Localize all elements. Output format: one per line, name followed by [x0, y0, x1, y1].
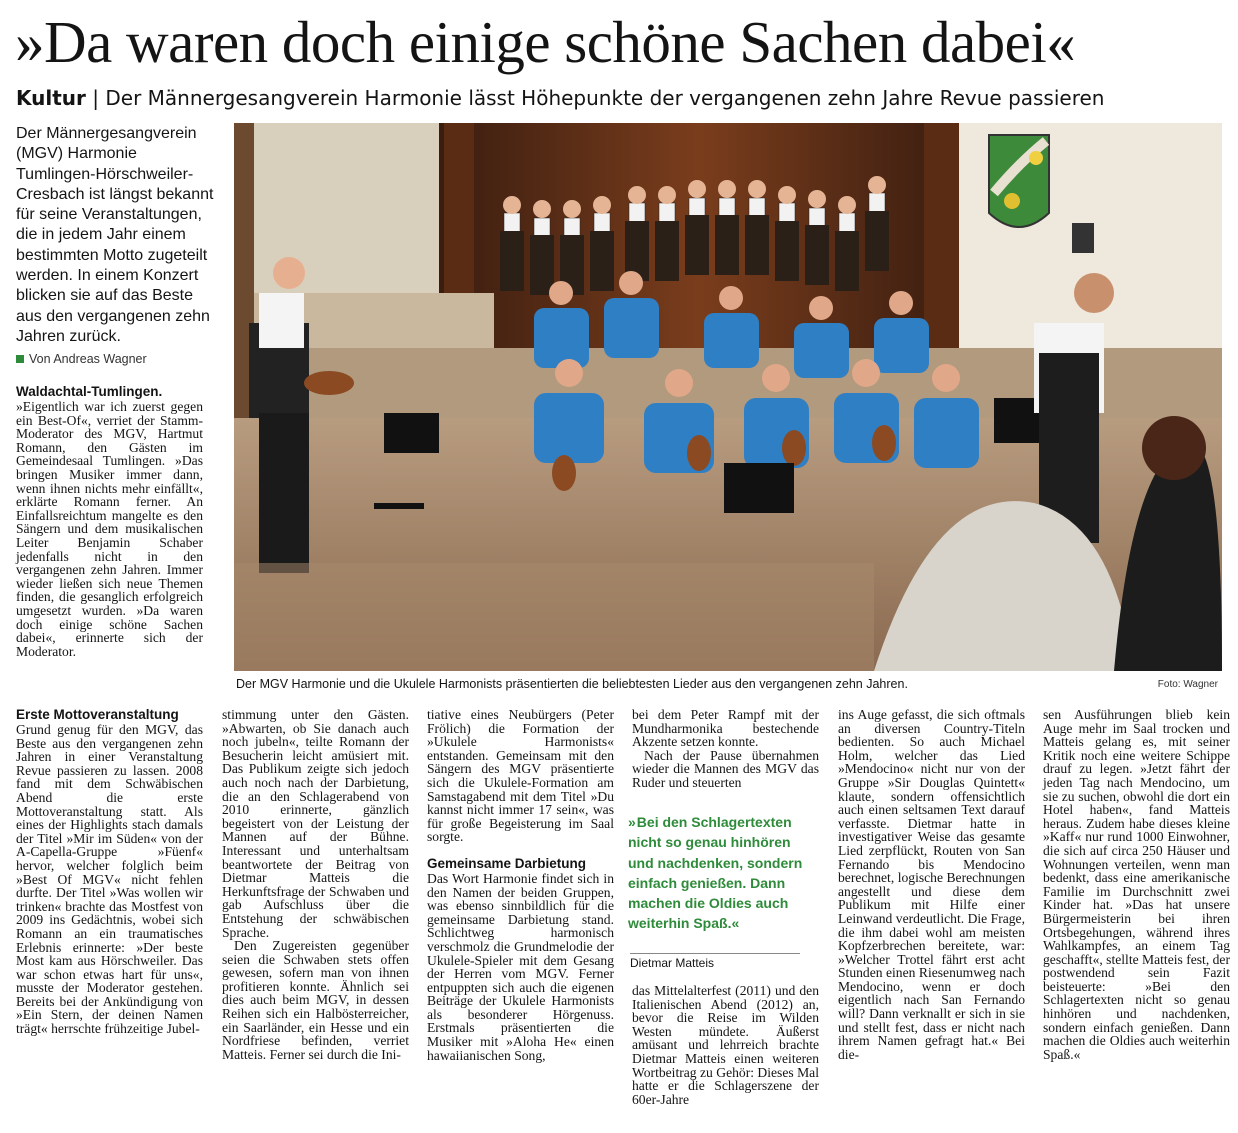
concert-photo-illustration — [234, 123, 1222, 671]
subhead: Gemeinsame Darbietung — [427, 855, 587, 871]
pull-quote — [628, 812, 804, 970]
photo-caption — [236, 677, 1220, 693]
article-text: Grund genug für den MGV, das Beste aus den vergangenen zehn Jahren in einer Veranstaltung Revue passieren zu lassen. 2008 fand mit dem Schwäbischen Abend die erste Mottoveranstaltung statt. Als eines der Highlights stach damals der Titel »Mir im Süden« von der A-Capella-Gruppe »Füenf« hervor, welcher folglich beim »Best Of MGV« nicht fehlen durfte. Der Titel »Was wollen wir trinken« brachte das Mostfest von 2009 ins Gedächtnis, wobei sich Romann an ein traumatisches Erlebnis erinnerte: »Der beste Most kam aus Hörschweiler. Das war schon etwas hart für uns«, musste der Moderator gestehen. Bereits bei der Ankündigung von »Ein Stern, der deinen Namen trägt« herrschte frühzeitige Jubel- — [16, 722, 203, 1037]
article-column-1-bottom — [16, 707, 203, 1036]
article-text: Nach der Pause übernahmen wieder die Mannen des MGV das Ruder und steuerten — [632, 747, 819, 790]
article-column-1-top — [16, 384, 203, 658]
caption-text: Der MGV Harmonie und die Ukulele Harmonists präsentierten die beliebtesten Lieder aus den vergangenen zehn Jahren. — [236, 677, 908, 691]
pull-quote-author: Dietmar Matteis — [630, 953, 800, 970]
byline-author: Von Andreas Wagner — [29, 352, 147, 366]
pull-quote-body: Bei den Schlagertexten nicht so genau hinhören und nachdenken, sondern einfach genießen. Dann machen die Oldies auch weiterhin Spaß.« — [628, 814, 803, 932]
article-text: sen Ausführungen blieb kein Auge mehr im Saal trocken und Matteis gelang es, mit seiner Kritik noch eine weitere Schippe drauf zu legen. »Jetzt fährt der jeden Tag nach Mendocino, um sie zu suchen, obwohl die dort ein Hotel haben«, fand Matteis heraus. Zudem habe dieses kleine »Kaff« nur rund 1000 Einwohner, die sich auf circa 250 Häuser und Wohnungen verteilen, wenn man bedenkt, dass eine amerikanische Familie im Durchschnitt zwei Kinder hat. »Das hat unsere Bürgermeisterin bei ihren Ortsbegehungen, während ihres Wahlkampfes, an einem Tag geschafft«, stellte Matteis fest, der postwendend sein Fazit beisteuerte: »Bei den Schlagertexten nicht so genau hinhören und nachdenken, sondern einfach genießen. Dann machen die Oldies auch weiterhin Spaß.« — [1043, 707, 1230, 1062]
article-text: »Eigentlich war ich zuerst gegen ein Best-Of«, verriet der Stamm-Moderator des MGV, Hartmut Romann, den Gästen im Gemeindesaal Tumlingen. »Das bringen Musiker immer dann, wenn ihnen nichts mehr einfällt«, erklärte Romann ferner. An Einfallsreichtum mangelte es den Sängern und dem musikalischen Leiter Benjamin Schaber jedenfalls nicht in den vergangenen zehn Jahren. Immer wieder ließen sich neue Themen finden, die gesanglich erfolgreich umgesetzt wurden. »Da waren doch einige schöne Sachen dabei«, erinnerte sich der Moderator. — [16, 399, 203, 659]
dateline: Waldachtal-Tumlingen. — [16, 384, 163, 399]
article-column-4-top — [632, 708, 819, 790]
section-label: Kultur — [16, 86, 86, 110]
article-text: das Mittelalterfest (2011) und den Italienischen Abend (2012) an, bevor die Reise im Wilden Westen mündete. Äußerst amüsant und lehrreich brachte Dietmar Matteis einen weiteren Wortbeitrag zu Gehör: Dieses Mal hatte er die Schlagerszene der 60er-Jahre — [632, 983, 819, 1107]
subline-text: Der Männergesangverein Harmonie lässt Höhepunkte der vergangenen zehn Jahre Revue passieren — [105, 86, 1105, 110]
article-photo — [234, 123, 1222, 671]
article-text: bei dem Peter Rampf mit der Mundharmonika bestechende Akzente setzen konnte. — [632, 707, 819, 750]
article-column-6 — [1043, 708, 1230, 1061]
section-separator: | — [85, 86, 106, 110]
article-text: Das Wort Harmonie findet sich in den Namen der beiden Gruppen, was ebenso sinnbildlich für die gemeinsame Darbietung stand. Schlichtweg harmonisch verschmolz die Grundmelodie der Ukulele-Spieler mit dem Gesang der Herren vom MGV. Ferner entpuppten sich auch die eigenen Beiträge der Ukulele Harmonists als besonderer Hörgenuss. Erstmals präsentierten die Musiker mit »Aloha He« einen hawaiianischen Song, — [427, 870, 614, 1063]
quote-marker-icon: » — [628, 814, 633, 830]
byline-square-icon — [16, 355, 24, 363]
photo-credit: Foto: Wagner — [1157, 679, 1218, 690]
byline — [16, 352, 214, 366]
article-text: ins Auge gefasst, die sich oftmals an diversen Country-Titeln bedienten. So auch Michael Holm, welcher das Lied »Mendocino« nicht nur von der Gruppe »Sir Douglas Quintett« klaute, sondern offensichtlich auch einen seltsamen Text darauf verfasste. Dietmar hatte in investigativer Weise das gesamte Lied zerpflückt, Routen von San Fernando bis Mendocino berechnet, logische Berechnungen angestellt und diese dem Publikum mit Hilfe einer Leinwand verdeutlicht. Die Frage, die ihm dabei wohl am meisten Kopfzerbrechen bereitete, war: »Welcher Trottel fährt erst acht Stunden einen Riesenumweg nach Mendocino, wenn er doch eigentlich nach San Fernando will? Dann verknallt er sich in sie und stellt fest, dass er nicht nach ihrem Namen gefragt hat.« Bei die- — [838, 707, 1025, 1062]
headline: »Da waren doch einige schöne Sachen dabei« — [15, 9, 1076, 75]
article-text: tiative eines Neubürgers (Peter Frölich) die Formation der »Ukulele Harmonists« entstanden. Gemeinsam mit den Sängern des MGV präsentierte sich die Ukulele-Formation am Samstagabend mit dem Titel »Du kannst nicht immer 17 sein«, was für große Begeisterung im Saal sorgte. — [427, 707, 614, 845]
article-column-5 — [838, 708, 1025, 1061]
subline — [16, 86, 1226, 110]
article-text: Den Zugereisten gegenüber seien die Schwaben stets offen gewesen, sofern man von ihnen profitieren konnte. Ähnlich sei dies auch beim MGV, in dessen Reihen sich ein Halbösterreicher, ein Saarländer, ein Hesse und ein Nordfriese befinden, verriet Matteis. Ferner sei durch die Ini- — [222, 938, 409, 1062]
article-column-2 — [222, 708, 409, 1061]
lead-paragraph: Der Männergesangverein (MGV) Harmonie Tumlingen-Hörschweiler-Cresbach ist längst bekannt für seine Veranstaltungen, die in jedem Jahr einem bestimmten Motto zugeteilt werden. In einem Konzert blicken sie auf das Beste aus den vergangenen zehn Jahren zurück. — [16, 125, 214, 345]
article-text: stimmung unter den Gästen. »Abwarten, ob Sie danach auch noch jubeln«, teilte Romann der Besucherin leicht amüsiert mit. Das Publikum zeigte sich jedoch auch noch nach der Darbietung, die an den Schlagerabend von 2010 erinnerte, gänzlich begeistert von der Leistung der Mannen auf der Bühne. Interessant und unterhaltsam beantwortete der Beitrag von Dietmar Matteis die Herkunftsfrage der Schwaben und gab Aufschluss über die Entstehung der schwäbischen Sprache. — [222, 707, 409, 940]
article-column-4-bottom — [632, 984, 819, 1106]
pull-quote-text — [628, 812, 804, 934]
article-column-3 — [427, 708, 614, 1062]
subhead: Erste Mottoveranstaltung — [16, 707, 179, 722]
